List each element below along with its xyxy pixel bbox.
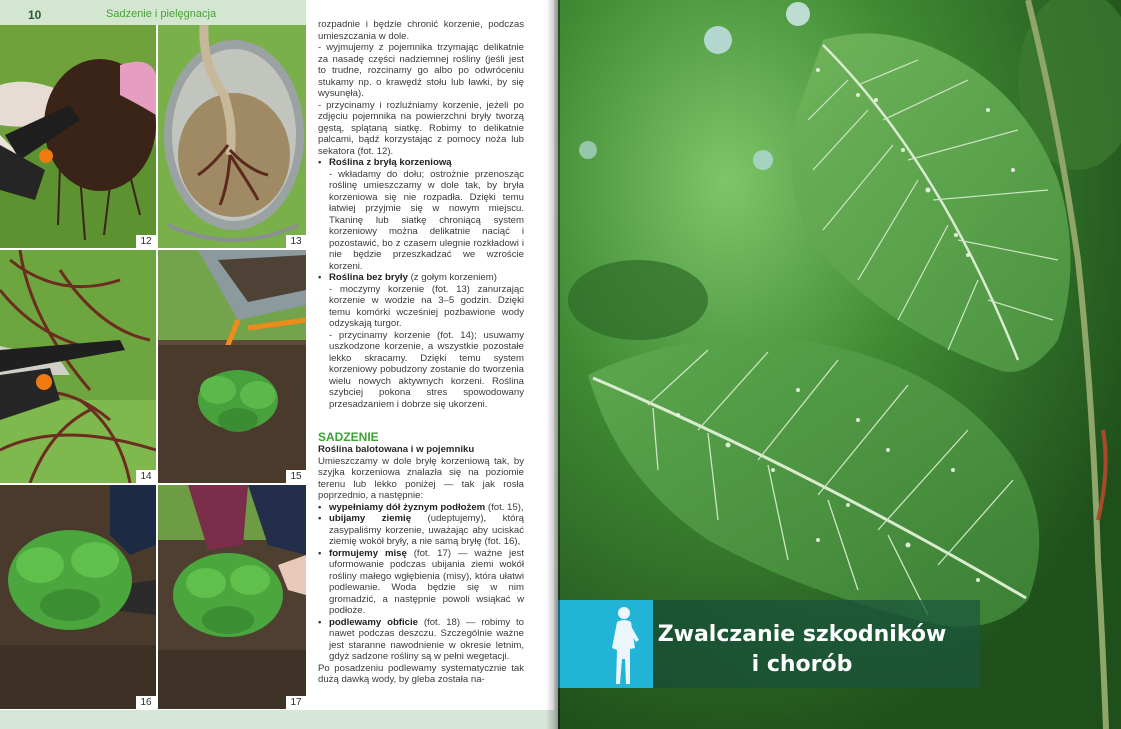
- bullet-text: - moczymy korzenie (fot. 13) zanurzając korzenie w wodzie na 3–5 godzin. Dzięki temu komórki wcześniej pozbawione wody odzyskają turgor.: [329, 283, 524, 329]
- chapter-title: [644, 620, 960, 680]
- chapter-title-line-2: i chorób: [751, 652, 853, 677]
- figure-number: 17: [286, 696, 306, 709]
- list-item: [318, 617, 524, 663]
- list-item: [318, 548, 524, 617]
- list-item-bold: ubijamy ziemię: [329, 513, 412, 524]
- photo-16: [0, 485, 156, 709]
- bullet-icon: •: [318, 513, 322, 524]
- paragraph: Po posadzeniu podlewamy systematycznie tak dużą dawką wody, by gleba została na-: [318, 662, 524, 685]
- person-silhouette-icon: [604, 604, 642, 688]
- list-item-bold: formujemy misę: [329, 547, 407, 559]
- bullet-item: [318, 272, 524, 410]
- photo-16-image: [0, 485, 156, 709]
- paragraph: Umieszczamy w dole bryłę korzeniową tak, by szyjka korzeniowa znalazła się na poziomie terenu lub lekko poniżej — tak jak rosła poprzednio, a następnie:: [318, 455, 524, 501]
- left-page: [0, 0, 554, 729]
- bullet-icon: •: [318, 616, 322, 628]
- paragraph: - przycinamy i rozluźniamy korzenie, jeżeli po zdjęciu pojemnika na powierzchni bryły tworzą gęstą, splątaną siatkę. Robimy to delikatnie palcami, bądź korzystając z pomocy noża lub sekatora (fot. 12).: [318, 99, 524, 157]
- photo-17-image: [158, 485, 306, 709]
- subheading: Roślina balotowana i w pojemniku: [318, 444, 475, 455]
- paragraph: rozpadnie i będzie chronić korzenie, podczas umieszczania w dole.: [318, 19, 524, 42]
- list-item: [318, 513, 524, 548]
- body-text-column: [318, 19, 524, 686]
- list-item: [318, 502, 524, 514]
- photo-12: [0, 25, 156, 248]
- bullet-heading-note: (z gołym korzeniem): [407, 272, 497, 283]
- list-item-text: (fot. 17) — ważne jest uformowanie podczas ubijania ziemi wokół rośliny małego wgłębienia (misy), która ułatwi podlewanie. Woda będzie się w nim gromadzić, a następnie powoli wsiąkać w podłoże.: [329, 547, 524, 616]
- bullet-icon: •: [318, 157, 322, 168]
- page-bottom-strip: [0, 710, 554, 729]
- right-page: [558, 0, 1121, 729]
- list-item-text: (fot. 18) — robimy to nawet podczas deszczu. Szczególnie ważne jest staranne nawodnienie w okresie letnim, gdyż sadzone rośliny są w pełni wegetacji.: [329, 616, 524, 662]
- running-head: Sadzenie i pielęgnacja: [106, 8, 217, 20]
- bullet-text: - przycinamy korzenie (fot. 14); usuwamy uszkodzone korzenie, a wszystkie pozostałe lekko skracamy. Dzięki temu system korzeniowy pobudzony zostanie do tworzenia wielu nowych aktywnych korzeni. Roślina szybciej pokona stres spowodowany przesadzaniem i dobrze się ukorzeni.: [329, 329, 524, 410]
- photo-13: [158, 25, 306, 248]
- photo-14-image: [0, 250, 156, 483]
- photo-15-image: [158, 250, 306, 483]
- book-gutter: [546, 0, 560, 729]
- figure-number: 12: [136, 235, 156, 248]
- bullet-icon: •: [318, 501, 322, 513]
- photo-14: [0, 250, 156, 483]
- list-item-bold: wypełniamy dół żyznym podłożem: [329, 501, 486, 513]
- photo-15: [158, 250, 306, 483]
- page-number: 10: [28, 8, 42, 22]
- bullet-icon: •: [318, 272, 322, 283]
- figure-number: 13: [286, 235, 306, 248]
- paragraph: - wyjmujemy z pojemnika trzymając delikatnie za nasadę części nadziemnej rośliny (jeśli jest to trudne, rozcinamy go albo po odwróceniu stukamy np. o krawędź stołu lub ławki, by się wysunęła).: [318, 42, 524, 99]
- figure-number: 15: [286, 470, 306, 483]
- bullet-icon: •: [318, 547, 322, 559]
- figure-number: 14: [136, 470, 156, 483]
- list-item-text: (udeptujemy), którą zasypaliśmy korzenie, uważając aby uciskać ziemię wokół bryły, a nie samą bryłę (fot. 16),: [329, 513, 524, 547]
- list-item-bold: podlewamy obficie: [329, 616, 419, 628]
- bullet-text: - wkładamy do dołu; ostrożnie przenosząc roślinę umieszczamy w dole tak, by bryła korzeniowa się nie rozpadła. Dzięki temu łatwiej przyjmie się w nowym miejscu. Tkaninę lub siatkę chroniącą system korzeniowy można delikatnie naciąć i pozostawić, bo z czasem ulegnie rozkładowi i nie będzie przeszkadzać we wzroście korzeni.: [329, 168, 524, 272]
- photo-13-image: [158, 25, 306, 248]
- photo-12-image: [0, 25, 156, 248]
- chapter-title-band: [558, 600, 980, 688]
- photo-17: [158, 485, 306, 709]
- bullet-item: [318, 157, 524, 272]
- section-heading: SADZENIE: [318, 430, 379, 444]
- chapter-title-line-1: Zwalczanie szkodników: [657, 622, 947, 647]
- figure-number: 16: [136, 696, 156, 709]
- page-header: [0, 0, 306, 25]
- bullet-heading: Roślina z bryłą korzeniową: [329, 157, 452, 168]
- bullet-heading: Roślina bez bryły: [329, 272, 408, 283]
- list-item-text: (fot. 15),: [485, 501, 524, 513]
